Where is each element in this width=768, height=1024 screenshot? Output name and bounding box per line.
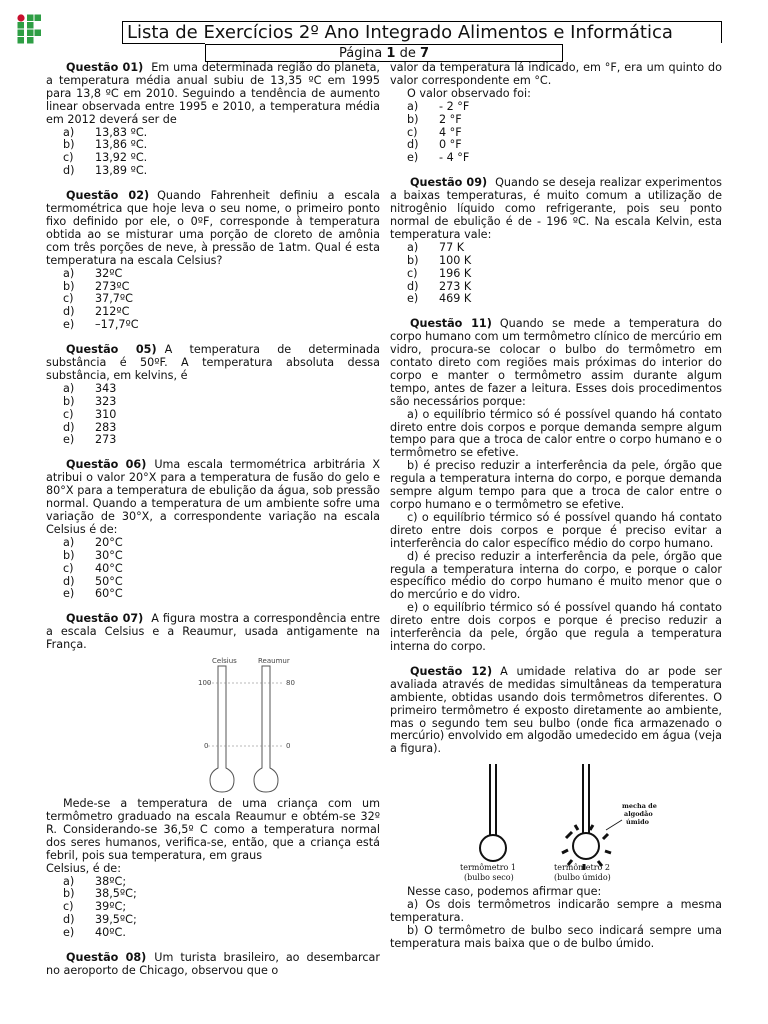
alternative-d: d) é preciso reduzir a interferência da pele, órgão que regula a temperatura interna do corpo, e porque o calor específico médio do corpo humano é muito menor que o do mercúrio e do vidro. [390, 549, 722, 602]
option: e) 469 K [407, 292, 472, 306]
page-indicator [205, 44, 563, 62]
option: c) 310 [63, 407, 117, 421]
option: d) 39,5ºC; [63, 913, 137, 927]
option: a) 13,83 ºC. [63, 125, 148, 139]
question-number: Questão 05) [66, 343, 157, 357]
question-number: Questão 11) [410, 317, 492, 331]
question-prompt: O valor observado foi: [407, 86, 531, 100]
option: d) 50°C [63, 574, 123, 588]
options-list [46, 537, 380, 602]
question-08-continued [390, 62, 722, 165]
question-number: Questão 01) [66, 61, 144, 74]
option: a) 343 [63, 381, 117, 395]
question-06 [46, 459, 380, 601]
question-text: A temperatura de determinada substância é 50ºF. A temperatura absoluta dessa substância, em kelvins, é [46, 343, 380, 382]
option: a) 20°C [63, 535, 123, 549]
question-number: Questão 09) [410, 176, 488, 190]
question-number: Questão 12) [410, 664, 493, 678]
option: d) 0 °F [407, 138, 462, 152]
option: c) 37,7ºC [63, 292, 133, 306]
options-list [390, 101, 722, 166]
left-column [46, 62, 380, 978]
question-05 [46, 344, 380, 447]
question-08 [46, 952, 380, 978]
option: b) 273ºC [63, 279, 130, 293]
question-number: Questão 07) [66, 612, 144, 626]
option: e) 273 [63, 433, 117, 447]
celsius-thermometer-icon [210, 666, 234, 792]
question-text: Quando se deseja realizar experimentos a baixas temperaturas, é muito comum a utilização de nitrogênio líquido como refrigerante, pois seu ponto normal de ebulição é de - 196 ºC. Na escala Kelvin, esta temperatura vale: [390, 176, 723, 241]
cotton-label-line3: úmido [626, 818, 649, 827]
option: a) 77 K [407, 240, 465, 254]
option: c) 13,92 ºC. [63, 151, 148, 165]
question-12 [390, 666, 722, 951]
institution-logo-icon [17, 14, 41, 44]
option: e) –17,7ºC [63, 318, 139, 332]
option: b) 38,5ºC; [63, 887, 137, 901]
question-number: Questão 08) [66, 951, 147, 965]
thermometer1-sublabel: (bulbo seco) [464, 873, 514, 883]
thermometer2-label: termômetro 2 [554, 863, 610, 873]
options-list [390, 242, 722, 307]
option: a) 32ºC [63, 266, 123, 280]
psychrometer-figure [450, 762, 680, 882]
question-text: A figura mostra a correspondência entre a escala Celsius e a Reaumur, usada antigamente na França. [46, 612, 380, 652]
alternative-a: a) o equilíbrio térmico só é possível quando há contato direto entre dois corpos e porque demanda sempre algum tempo para que a troca de calor entre o corpo humano e o termômetro se efetive. [390, 407, 722, 460]
option: d) 273 K [407, 279, 472, 293]
option: e) 40ºC. [63, 926, 126, 940]
question-09 [390, 177, 722, 306]
question-text-continued: Celsius, é de: [46, 861, 121, 875]
right-column [390, 62, 722, 951]
celsius-top-tick: 100 [198, 679, 212, 688]
option: c) 39ºC; [63, 900, 127, 914]
options-list [46, 383, 380, 448]
question-text: Uma escala termométrica arbitrária X atribui o valor 20°X para a temperatura de fusão do gelo e 80°X para a temperatura de ebulição da água, sob pressão normal. Quando a temperatura de um ambiente sofre uma variação de 30°X, a correspondente variação na escala Celsius é de: [46, 458, 380, 536]
question-text: Em uma determinada região do planeta, a temperatura média anual subiu de 13,35 ºC em 1995 para 13,8 ºC em 2010. Seguindo a tendência de aumento linear observada entre 1995 e 2010, a temperatura média em 2012 deverá ser de [46, 61, 380, 126]
reaumur-thermometer-icon [254, 666, 278, 792]
page-of: de [399, 46, 416, 61]
option: b) 13,86 ºC. [63, 138, 148, 152]
celsius-bottom-tick: 0 [204, 742, 209, 751]
options-list [46, 127, 380, 179]
question-text: Quando Fahrenheit definiu a escala termométrica que hoje leva o seu nome, o primeiro ponto fixo definido por ele, o 0ºF, corresponde à temperatura obtida ao se misturar uma porção de cloreto de amônia com três porções de neve, à pressão de 1atm. Qual é esta temperatura na escala Celsius? [46, 189, 380, 267]
reaumur-bottom-tick: 0 [286, 742, 291, 751]
alternative-a: a) Os dois termômetros indicarão sempre a mesma temperatura. [390, 898, 722, 925]
wet-bulb-thermometer-icon [573, 764, 599, 859]
option: b) 30°C [63, 548, 123, 562]
alternative-b: b) é preciso reduzir a interferência da pele, órgão que regula a temperatura interna do corpo, e porque demanda sempre algum tempo para que a troca de calor entre o corpo humano e o termômetro se efetive. [390, 459, 722, 511]
option: e) 60°C [63, 587, 123, 601]
alternative-c: c) o equilíbrio térmico só é possível quando há contato direto entre dois corpos e porque é preciso evitar a interferência do calor específico médio do corpo humano. [390, 510, 722, 550]
reaumur-top-tick: 80 [286, 679, 295, 688]
question-number: Questão 06) [66, 458, 147, 472]
celsius-reaumur-figure [196, 654, 316, 796]
option: a) 38ºC; [63, 874, 127, 888]
cotton-label-line1: mecha de [622, 802, 657, 811]
figure-label-reaumur: Reaumur [258, 657, 290, 666]
alternative-e: e) o equilíbrio térmico só é possível quando há contato direto entre dois corpos e porque é preciso reduzir a interferência da pele, órgão que regula a temperatura interna do corpo. [390, 601, 722, 653]
question-number: Questão 02) [66, 189, 150, 203]
question-text-continued: Mede-se a temperatura de uma criança com um termômetro graduado na escala Reaumur e obtém-se 32º R. Considerando-se 36,5º C como a temperatura normal dos seres humanos, verifica-se, então, que a criança está febril, pois sua temperatura, em graus [46, 797, 380, 862]
option: d) 13,89 ºC. [63, 164, 148, 178]
page-number: 1 [386, 46, 396, 61]
question-text: valor da temperatura lá indicado, em °F, era um quinto do valor correspondente em °C. [390, 61, 722, 87]
question-01 [46, 62, 380, 178]
option: c) 40°C [63, 561, 123, 575]
question-prompt: Nesse caso, podemos afirmar que: [407, 885, 602, 899]
option: d) 283 [63, 420, 117, 434]
dry-bulb-thermometer-icon [480, 764, 506, 861]
option: b) 323 [63, 394, 117, 408]
option: e) - 4 °F [407, 151, 470, 165]
question-02 [46, 190, 380, 332]
option: d) 212ºC [63, 305, 130, 319]
question-text: Quando se mede a temperatura do corpo humano com um termômetro clínico de mercúrio em vidro, procura-se colocar o bulbo do termômetro em contato direto com regiões mais próximas do interior do corpo e manter o termômetro assim durante algum tempo, antes de fazer a leitura. Esses dois procedimentos são necessários porque: [390, 317, 722, 408]
option: b) 100 K [407, 253, 472, 267]
alternative-b: b) O termômetro de bulbo seco indicará sempre uma temperatura mais baixa que o de bulbo úmido. [390, 923, 722, 950]
document-title: Lista de Exercícios 2º Ano Integrado Alimentos e Informática [122, 21, 722, 43]
options-list [46, 876, 380, 941]
cotton-label-line2: algodão [624, 810, 653, 819]
question-11 [390, 318, 722, 654]
option: c) 196 K [407, 266, 472, 280]
question-07 [46, 613, 380, 940]
thermometer2-sublabel: (bulbo úmido) [554, 873, 611, 883]
page-label: Página [338, 46, 383, 61]
question-text: Um turista brasileiro, ao desembarcar no aeroporto de Chicago, observou que o [46, 951, 380, 977]
option: a) - 2 °F [407, 99, 470, 113]
header-divider [122, 43, 205, 44]
question-text: A umidade relativa do ar pode ser avaliada através de medidas simultâneas da temperatura ambiente, obtidas usando dois termômetros diferentes. O primeiro termômetro é exposto diretamente ao ambiente, mas o segundo tem seu bulbo (onde fica armazenado o mercúrio) envolvido em algodão umedecido em água (veja a figura). [390, 664, 722, 756]
options-list [46, 268, 380, 333]
option: c) 4 °F [407, 125, 462, 139]
page-total: 7 [419, 46, 430, 61]
figure-label-celsius: Celsius [212, 657, 237, 666]
option: b) 2 °F [407, 112, 462, 126]
thermometer1-label: termômetro 1 [460, 863, 516, 873]
